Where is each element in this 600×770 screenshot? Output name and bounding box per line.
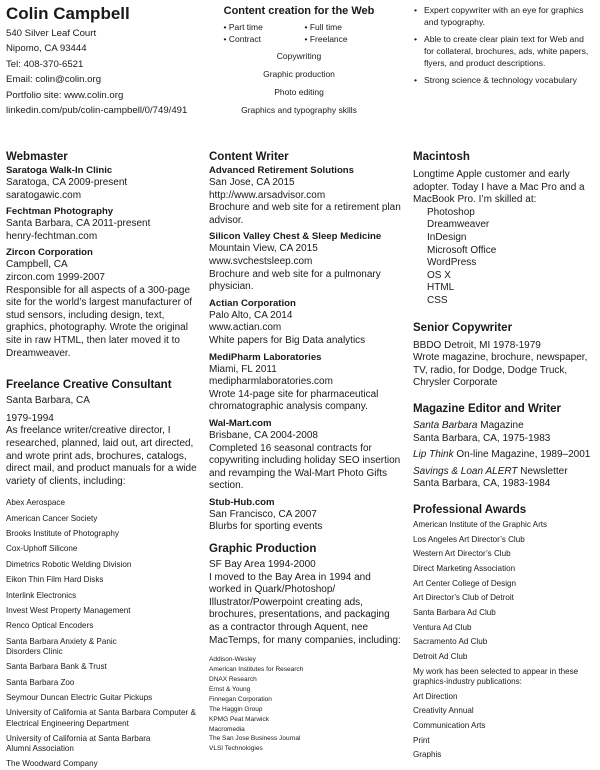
job-description: Brochure and web site for a retirement plan advisor. xyxy=(209,202,401,226)
award-item: Western Art Director’s Club xyxy=(413,549,511,559)
client-item: Macromedia xyxy=(209,725,245,733)
client-item: University of California at Santa Barbara Computer & Electrical Engineering Department xyxy=(6,708,196,728)
senior-copywriter-location: BBDO Detroit, MI 1978-1979 xyxy=(413,339,541,351)
publication-name: Savings & Loan ALERT xyxy=(413,465,518,477)
mac-skill-item: InDesign xyxy=(427,231,467,243)
job-detail: Palo Alto, CA 2014 xyxy=(209,309,293,321)
publications-note: My work has been selected to appear in these graphics-industry publications: xyxy=(413,666,579,686)
job-description: Wrote 14-page site for pharmaceutical chromatographic analysis company. xyxy=(209,388,379,413)
award-item: Santa Barbara Ad Club xyxy=(413,608,496,617)
job-detail: medipharmlaboratories.com xyxy=(209,376,333,388)
macintosh-heading: Macintosh xyxy=(413,151,470,163)
summary-block xyxy=(414,4,594,92)
award-item: Direct Marketing Association xyxy=(413,563,516,573)
summary-bullet: • Strong science & technology vocabulary xyxy=(414,74,594,86)
publication-item: Communication Arts xyxy=(413,720,486,730)
webmaster-heading: Webmaster xyxy=(6,151,68,163)
left-column xyxy=(6,150,202,770)
job-company: Actian Corporation xyxy=(209,297,296,309)
job-company: Saratoga Walk-In Clinic xyxy=(6,165,113,176)
publication-type: Magazine xyxy=(477,419,524,431)
job-detail: henry-fechtman.com xyxy=(6,230,98,242)
award-item: Sacramento Ad Club xyxy=(413,637,488,647)
job-detail: zircon.com 1999-2007 xyxy=(6,271,105,283)
publication-item: Graphis xyxy=(413,750,442,760)
client-item: American Cancer Society xyxy=(6,513,98,523)
job-detail: San Jose, CA 2015 xyxy=(209,177,295,188)
job-detail: www.svchestsleep.com xyxy=(209,255,313,267)
publication-item: Creativity Annual xyxy=(413,706,474,716)
client-item: The San Jose Business Journal xyxy=(209,735,301,743)
job-company: Silicon Valley Chest & Sleep Medicine xyxy=(209,231,382,243)
portfolio-site: Portfolio site: www.colin.org xyxy=(6,89,124,101)
award-item: Detroit Ad Club xyxy=(413,652,468,662)
mac-skill-item: HTML xyxy=(427,282,455,294)
address-line-1: 540 Silver Leaf Court xyxy=(6,28,97,39)
client-item: Brooks Institute of Photography xyxy=(6,529,119,539)
mac-skill-item: Dreamweaver xyxy=(427,219,490,231)
publication-name: Santa Barbara xyxy=(413,419,478,431)
client-item: Interlink Electronics xyxy=(6,590,77,600)
client-item: University of California at Santa Barbara Alumni Association xyxy=(6,733,151,754)
magazine-entry-detail: Santa Barbara, CA, 1983-1984 xyxy=(413,478,551,490)
job-detail: Saratoga, CA 2009-present xyxy=(6,177,128,188)
job-detail: Campbell, CA xyxy=(6,259,68,271)
client-item: The Haggin Group xyxy=(209,705,263,713)
summary-bullet: • Able to create clear plain text for Web and for collateral, brochures, ads, white papers, flyers, and product descriptions. xyxy=(414,33,594,69)
client-item: Addison-Wesley xyxy=(209,656,256,664)
awards-heading: Professional Awards xyxy=(413,503,527,516)
freelance-years: 1979-1994 xyxy=(6,412,54,424)
job-detail: http://www.arsadvisor.com xyxy=(209,189,326,201)
senior-copywriter-description: Wrote magazine, brochure, newspaper, TV, radio, for Dodge, Dodge Truck, Chrysler Corporate xyxy=(413,352,588,389)
magazine-heading: Magazine Editor and Writer xyxy=(413,402,562,415)
job-company: MediPharm Laboratories xyxy=(209,351,322,363)
mac-skill-item: CSS xyxy=(427,294,448,306)
client-item: Ernst & Young xyxy=(209,685,251,693)
graphic-production-location: SF Bay Area 1994-2000 xyxy=(209,559,316,571)
senior-copywriter-heading: Senior Copywriter xyxy=(413,321,513,334)
award-item: American Institute of the Graphic Arts xyxy=(413,519,548,529)
award-item: Art Center College of Design xyxy=(413,578,517,588)
award-item: Art Director’s Club of Detroit xyxy=(413,593,514,603)
client-item: Finnegan Corporation xyxy=(209,695,272,703)
skill-item: Graphics and typography skills xyxy=(241,105,357,115)
client-item: Dimetrics Robotic Welding Division xyxy=(6,559,132,569)
job-detail: www.actian.com xyxy=(209,322,282,334)
client-item: VLSI Technologies xyxy=(209,745,263,753)
publication-item: Art Direction xyxy=(413,691,458,701)
work-type-item: • Part time xyxy=(223,22,263,32)
publication-name: Lip Think xyxy=(413,449,454,461)
skill-item: Graphic production xyxy=(263,69,335,79)
mac-skill-item: WordPress xyxy=(427,257,477,269)
job-detail: Miami, FL 2011 xyxy=(209,363,277,375)
freelance-heading: Freelance Creative Consultant xyxy=(6,379,172,392)
graphic-production-client-list xyxy=(209,655,401,754)
skill-item: Copywriting xyxy=(276,51,322,61)
work-type-item: • Full time xyxy=(304,22,342,32)
client-item: Seymour Duncan Electric Guitar Pickups xyxy=(6,693,153,703)
freelance-description: As freelance writer/creative director, I researched, planned, laid out, art directed, and wrote print ads, brochures, catalogs, direct mail, and product manuals for a wide variety of clients, including: xyxy=(6,425,197,487)
award-item: Los Angeles Art Director’s Club xyxy=(413,534,525,544)
publications-list xyxy=(413,692,597,761)
job-description: Brochure and web site for a pulmonary physician. xyxy=(209,268,381,293)
telephone: Tel: 408-370-6521 xyxy=(6,58,84,70)
content-creation-title: Content creation for the Web xyxy=(223,5,375,17)
client-item: Invest West Property Management xyxy=(6,606,131,616)
job-company: Fechtman Photography xyxy=(6,206,114,218)
client-item: Cox-Uphoff Silicone xyxy=(6,544,78,554)
applicant-name: Colin Campbell xyxy=(6,4,130,23)
job-detail: San Francisco, CA 2007 xyxy=(209,508,317,520)
email: Email: colin@colin.org xyxy=(6,74,102,86)
freelance-client-list xyxy=(6,498,202,769)
job-company: Zircon Corporation xyxy=(6,247,93,259)
client-item: Renco Optical Encoders xyxy=(6,621,94,631)
client-item: Abex Aerospace xyxy=(6,498,65,508)
client-item: The Woodward Company xyxy=(6,759,98,769)
job-detail: saratogawic.com xyxy=(6,189,82,201)
client-item: American Institutes for Research xyxy=(209,666,304,674)
graphic-production-description: I moved to the Bay Area in 1994 and worked in Quark/Photoshop/ Illustrator/Powerpoint creating ads, brochures, presentations, and packaging as a contractor through Aquent, nee MacTemps, for many companies, including: xyxy=(209,571,401,646)
content-writer-heading: Content Writer xyxy=(209,151,289,163)
job-detail: Brisbane, CA 2004-2008 xyxy=(209,429,318,441)
job-company: Wal-Mart.com xyxy=(209,417,272,429)
client-item: Santa Barbara Anxiety & Panic Disorders Clinic xyxy=(6,636,117,656)
job-description: Responsible for all aspects of a 300-page site for the world’s largest manufacturer of stud sensors, including design, text, graphics, photography. Wrote the original site in raw HTML, then later moved it to Dreamweaver. xyxy=(6,284,193,359)
client-item: Eikon Thin Film Hard Disks xyxy=(6,575,104,585)
contact-block xyxy=(6,4,206,118)
award-item: Ventura Ad Club xyxy=(413,622,472,632)
magazine-entry xyxy=(413,466,597,479)
mac-skill-item: Photoshop xyxy=(427,206,475,218)
job-description: Blurbs for sporting events xyxy=(209,521,323,533)
job-detail: Mountain View, CA 2015 xyxy=(209,243,318,255)
graphic-production-heading: Graphic Production xyxy=(209,543,317,556)
client-item: Santa Barbara Bank & Trust xyxy=(6,662,107,672)
address-line-2: Nipomo, CA 93444 xyxy=(6,43,87,55)
middle-column xyxy=(209,150,401,754)
job-detail: Santa Barbara, CA 2011-present xyxy=(6,218,151,230)
work-type-item: • Contract xyxy=(223,33,261,44)
job-description: White papers for Big Data analytics xyxy=(209,334,366,346)
job-company: Advanced Retirement Solutions xyxy=(209,165,354,176)
content-creation-block xyxy=(208,4,390,119)
right-column xyxy=(413,150,597,760)
client-item: Santa Barbara Zoo xyxy=(6,677,75,687)
job-description: Completed 16 seasonal contracts for copywriting including holiday SEO insertion and revamping the Wal-Mart Photo Gifts section. xyxy=(209,442,401,492)
skill-item: Photo editing xyxy=(274,87,324,97)
publication-type: On-line Magazine, 1989–2001 xyxy=(453,449,591,461)
work-type-grid xyxy=(224,22,375,45)
job-company: Stub-Hub.com xyxy=(209,496,275,508)
publication-item: Print xyxy=(413,735,430,745)
macintosh-description: Longtime Apple customer and early adopter. Today I have a Mac Pro and a MacBook Pro. I’m skilled at: xyxy=(413,169,585,206)
client-item: KPMG Peat Marwick xyxy=(209,715,269,723)
magazine-entry xyxy=(413,420,597,433)
work-type-item: • Freelance xyxy=(304,33,348,44)
magazine-entry-detail: Santa Barbara, CA, 1975-1983 xyxy=(413,432,551,444)
summary-bullet: • Expert copywriter with an eye for graphics and typography. xyxy=(414,4,594,28)
freelance-location: Santa Barbara, CA xyxy=(6,395,90,407)
client-item: DNAX Research xyxy=(209,676,257,684)
mac-skill-list xyxy=(413,207,597,308)
mac-skill-item: OS X xyxy=(427,269,451,281)
publication-type: Newsletter xyxy=(517,465,568,477)
magazine-entry xyxy=(413,449,597,462)
mac-skill-item: Microsoft Office xyxy=(427,244,497,256)
linkedin-url: linkedin.com/pub/colin-campbell/0/749/491 xyxy=(6,105,188,117)
awards-list xyxy=(413,520,597,662)
